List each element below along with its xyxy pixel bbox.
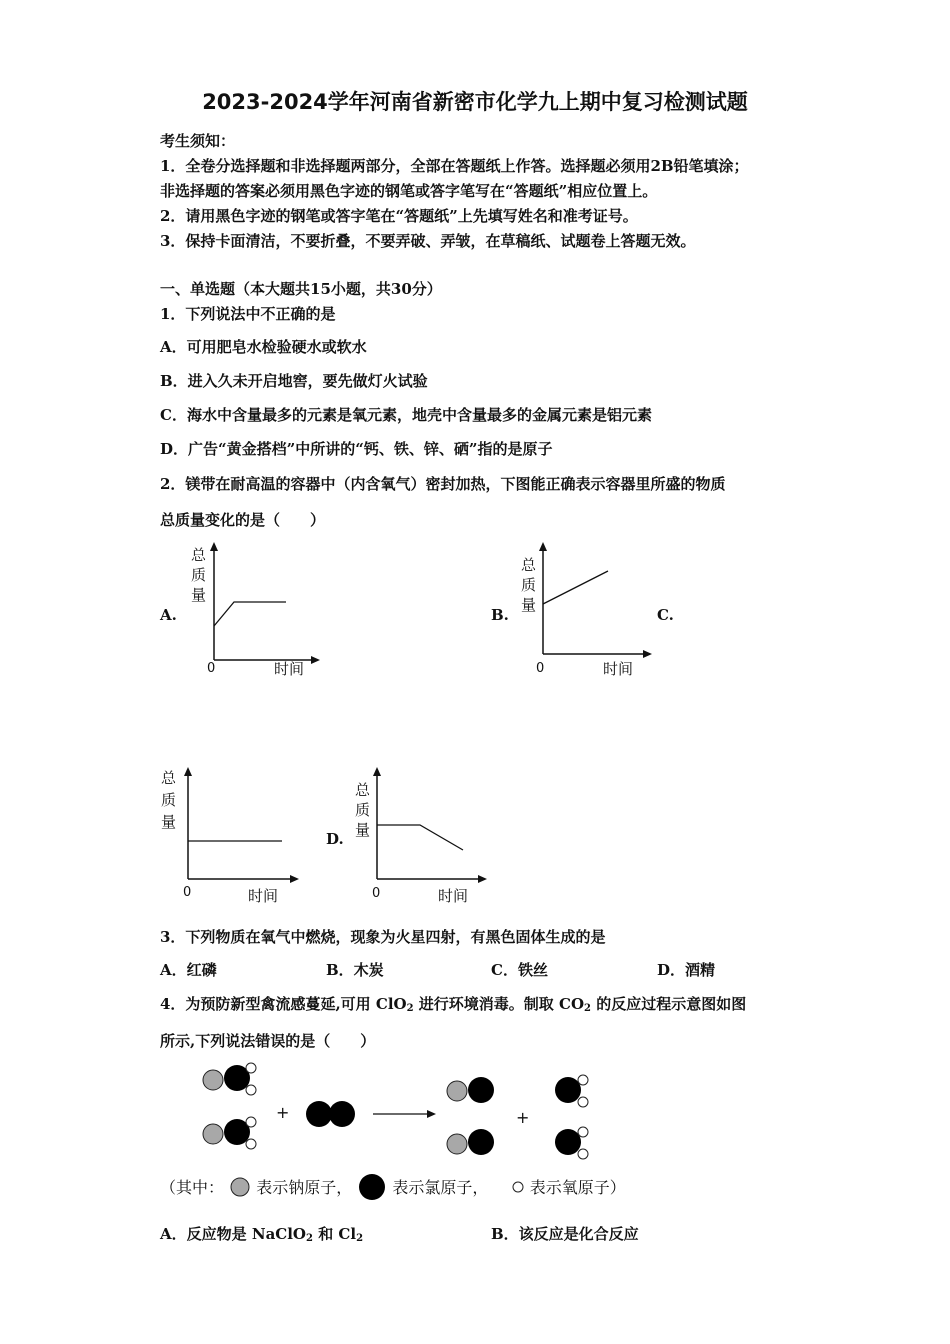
q4-option-a <box>160 1223 363 1244</box>
sodium-atom <box>203 1070 223 1090</box>
sodium-atom <box>447 1134 467 1154</box>
clo2-molecule-2 <box>555 1127 588 1159</box>
reaction-arrowhead <box>427 1110 436 1118</box>
page-title: 2023-2024学年河南省新密市化学九上期中复习检测试题 <box>202 90 748 114</box>
notice-heading: 考生须知： <box>160 132 236 150</box>
q4-option-b: B．该反应是化合反应 <box>491 1225 639 1243</box>
q3-option-c: C．铁丝 <box>491 961 548 979</box>
q4-stem-line1 <box>160 993 746 1014</box>
graph-b-ylabel-3: 量 <box>521 596 537 614</box>
graph-b-ylabel-1: 总 <box>521 556 537 574</box>
q1-option-a: A．可用肥皂水检验硬水或软水 <box>160 338 367 356</box>
graph-c-xlabel: 时间 <box>248 887 279 905</box>
chlorine-atom <box>468 1077 494 1103</box>
q2-stem-line2: 总质量变化的是（ ） <box>160 511 326 529</box>
q1-option-d: D．广告“黄金搭档”中所讲的“钙、铁、锌、硒”指的是原子 <box>160 440 553 458</box>
q4-stem-part-c: 的反应过程示意图如图 <box>590 995 747 1013</box>
q1-option-c: C．海水中含量最多的元素是氧元素，地壳中含量最多的金属元素是铝元素 <box>160 406 652 424</box>
chlorine-legend-icon <box>357 1172 387 1202</box>
plus-sign-1: + <box>276 1103 290 1122</box>
q4-stem-line2: 所示,下列说法错误的是（ ） <box>160 1032 376 1050</box>
oxygen-atom <box>578 1097 588 1107</box>
q4-stem-sub-1: 2 <box>406 1003 414 1014</box>
graph-a-xlabel: 时间 <box>274 660 305 678</box>
graph-c <box>155 765 305 910</box>
graph-b-curve <box>543 571 608 604</box>
graph-d-y-arrow <box>373 767 381 776</box>
graph-c-ylabel-1: 总 <box>161 769 177 787</box>
q4-stem-part-b: 进行环境消毒。制取 CO <box>413 995 585 1013</box>
naclo2-molecule-2 <box>203 1117 256 1149</box>
chlorine-atom <box>555 1129 581 1155</box>
graph-d-curve <box>377 825 463 850</box>
q4-stem-part-a: 4．为预防新型禽流感蔓延,可用 ClO <box>160 995 407 1013</box>
graph-a-ylabel-2: 质 <box>191 566 207 584</box>
chlorine-atom <box>555 1077 581 1103</box>
legend-oxygen: 表示氧原子） <box>529 1178 626 1197</box>
q4-option-a-part-b: 和 Cl <box>312 1225 357 1243</box>
q2-label-b: B. <box>491 606 509 624</box>
oxygen-atom <box>246 1117 256 1127</box>
q4-option-a-sub-2: 2 <box>356 1233 364 1244</box>
oxygen-atom <box>578 1075 588 1085</box>
q3-option-b: B．木炭 <box>326 961 384 979</box>
notice-line-2: 2．请用黑色字迹的钢笔或答字笔在“答题纸”上先填写姓名和准考证号。 <box>160 207 638 225</box>
oxygen-atom <box>578 1149 588 1159</box>
graph-a-x-arrow <box>311 656 320 664</box>
oxygen-atom <box>578 1127 588 1137</box>
plus-sign-2: + <box>516 1108 530 1127</box>
notice-line-1: 1．全卷分选择题和非选择题两部分，全部在答题纸上作答。选择题必须用2B铅笔填涂； <box>160 157 749 175</box>
graph-c-ylabel-3: 量 <box>161 813 177 831</box>
q2-label-d: D. <box>326 830 344 848</box>
graph-a-origin: 0 <box>207 661 216 676</box>
graph-d-ylabel-1: 总 <box>355 781 371 799</box>
graph-b-xlabel: 时间 <box>603 660 634 678</box>
graph-b-ylabel-2: 质 <box>521 576 537 594</box>
graph-c-origin: 0 <box>183 885 192 900</box>
q3-stem: 3．下列物质在氧气中燃烧，现象为火星四射，有黑色固体生成的是 <box>160 928 606 946</box>
chlorine-atom <box>306 1101 332 1127</box>
graph-d-x-arrow <box>478 875 487 883</box>
graph-a-y-arrow <box>210 542 218 551</box>
nacl-molecule-1 <box>447 1077 494 1103</box>
q3-option-d: D．酒精 <box>657 961 716 979</box>
chlorine-atom <box>468 1129 494 1155</box>
section-heading: 一、单选题（本大题共15小题，共30分） <box>160 280 442 298</box>
graph-a-ylabel-3: 量 <box>191 586 207 604</box>
chlorine-atom <box>329 1101 355 1127</box>
nacl-molecule-2 <box>447 1129 494 1155</box>
oxygen-atom <box>246 1063 256 1073</box>
graph-d <box>345 765 495 910</box>
graph-b-y-arrow <box>539 542 547 551</box>
notice-line-3: 3．保持卡面清洁，不要折叠，不要弄破、弄皱，在草稿纸、试题卷上答题无效。 <box>160 232 696 250</box>
graph-a-ylabel-1: 总 <box>191 546 207 564</box>
graph-c-x-arrow <box>290 875 299 883</box>
q2-label-c: C. <box>657 606 674 624</box>
graph-c-ylabel-2: 质 <box>161 791 177 809</box>
sodium-legend-icon <box>229 1176 251 1198</box>
legend-open: （其中： <box>160 1178 225 1197</box>
oxygen-legend-icon <box>511 1180 525 1194</box>
reaction-diagram <box>190 1058 610 1163</box>
legend <box>160 1172 626 1202</box>
q1-stem: 1．下列说法中不正确的是 <box>160 305 336 323</box>
graph-c-y-arrow <box>184 767 192 776</box>
q2-label-a: A. <box>160 606 177 624</box>
legend-sodium: 表示钠原子， <box>256 1178 353 1197</box>
oxygen-atom <box>246 1139 256 1149</box>
graph-d-ylabel-2: 质 <box>355 801 371 819</box>
graph-a-curve <box>214 602 286 626</box>
graph-d-xlabel: 时间 <box>438 887 469 905</box>
graph-b-x-arrow <box>643 650 652 658</box>
q1-option-b: B．进入久未开启地窖，要先做灯火试验 <box>160 372 428 390</box>
graph-b-origin: 0 <box>536 661 545 676</box>
graph-a <box>180 540 320 682</box>
graph-d-ylabel-3: 量 <box>355 821 371 839</box>
cl2-molecule <box>306 1101 355 1127</box>
clo2-molecule-1 <box>555 1075 588 1107</box>
q3-option-a: A．红磷 <box>160 961 217 979</box>
q2-stem-line1: 2．镁带在耐高温的容器中（内含氧气）密封加热，下图能正确表示容器里所盛的物质 <box>160 475 726 493</box>
q4-option-a-sub-1: 2 <box>306 1233 313 1244</box>
notice-line-1b: 非选择题的答案必须用黑色字迹的钢笔或答字笔写在“答题纸”相应位置上。 <box>160 182 658 200</box>
graph-d-origin: 0 <box>372 886 381 901</box>
oxygen-atom <box>246 1085 256 1095</box>
q4-stem-sub-2: 2 <box>584 1003 591 1014</box>
sodium-atom <box>203 1124 223 1144</box>
legend-chlorine: 表示氯原子， <box>392 1178 489 1197</box>
sodium-atom <box>447 1081 467 1101</box>
q4-option-a-part-a: A．反应物是 NaClO <box>160 1225 306 1243</box>
graph-b <box>510 540 655 682</box>
naclo2-molecule-1 <box>203 1063 256 1095</box>
